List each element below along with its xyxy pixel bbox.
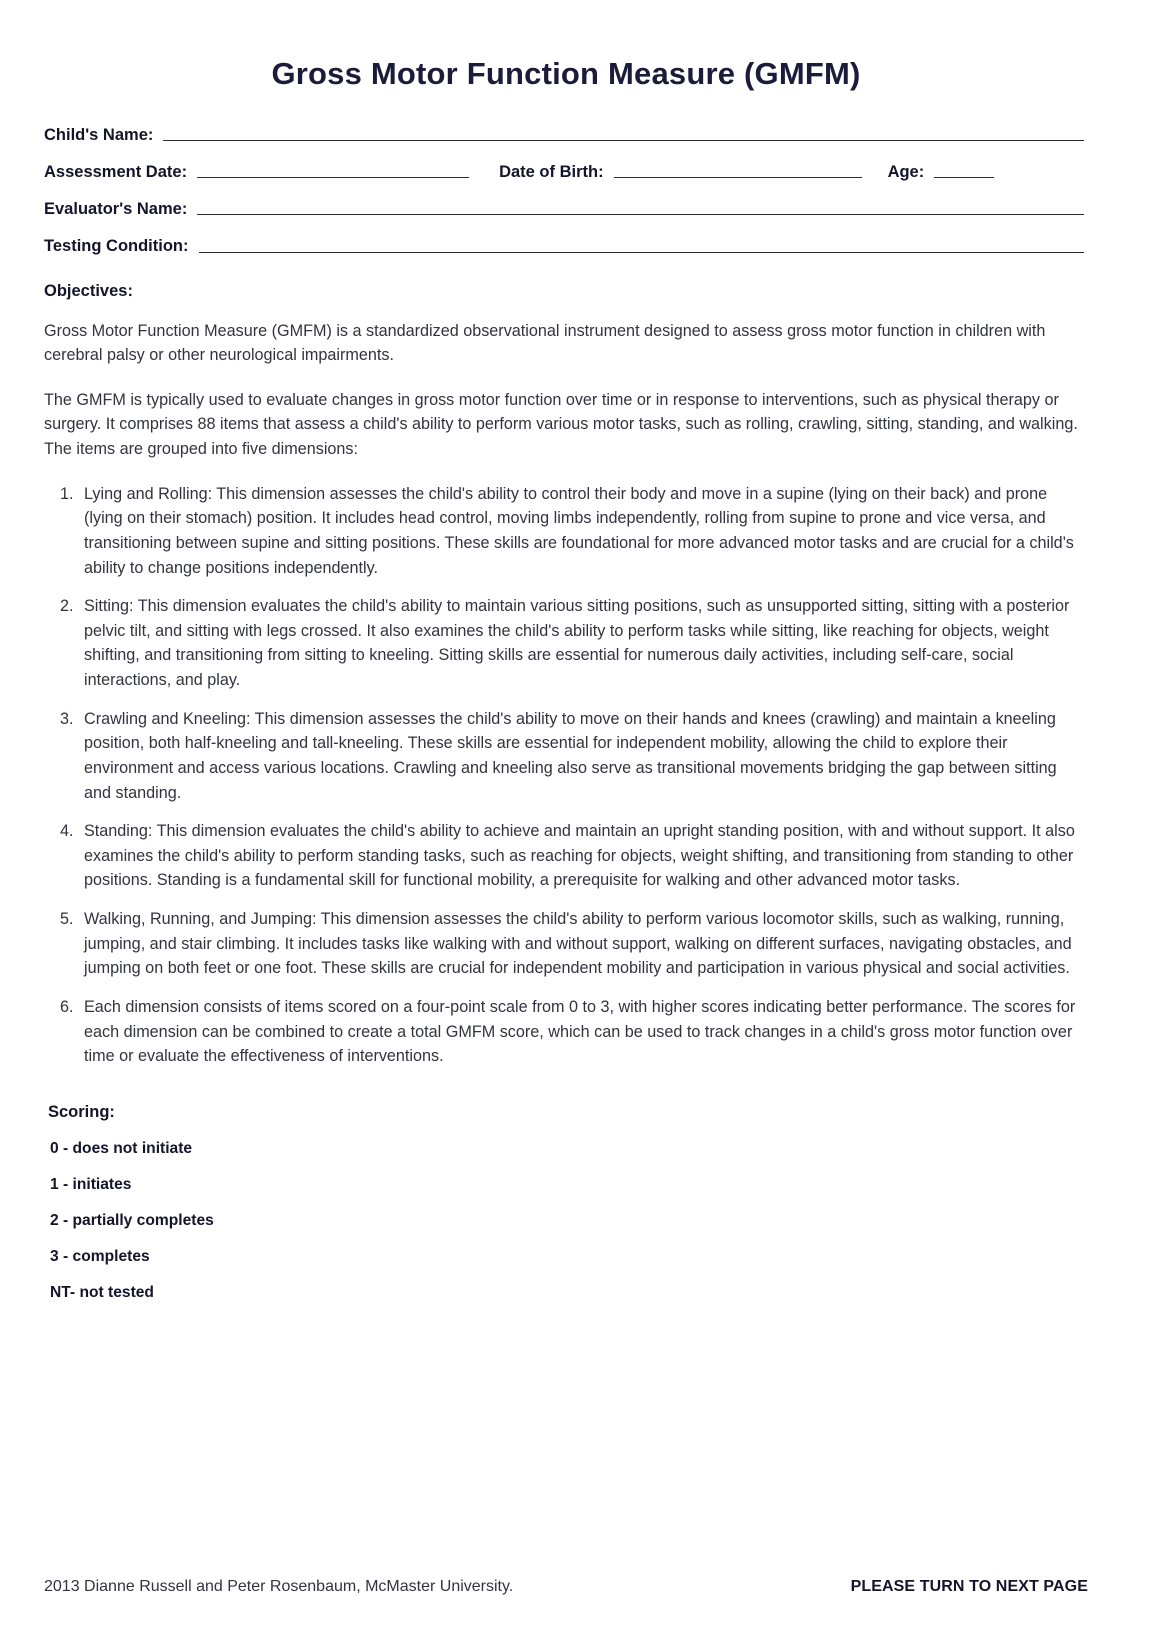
objectives-paragraph-1: Gross Motor Function Measure (GMFM) is a standardized observational instrument designed to assess gross motor function in children with cerebral palsy or other neurological impairments. [44, 321, 1046, 365]
testing-condition-input[interactable] [199, 251, 1085, 253]
page-title: Gross Motor Function Measure (GMFM) [271, 56, 861, 91]
copyright-text: 2013 Dianne Russell and Peter Rosenbaum, McMaster University. [44, 1578, 514, 1595]
score-level-3: 3 - completes [50, 1247, 150, 1265]
turn-page-note: PLEASE TURN TO NEXT PAGE [850, 1578, 1088, 1595]
score-level-1: 1 - initiates [50, 1175, 132, 1193]
evaluator-name-input[interactable] [197, 213, 1084, 215]
objectives-paragraph-2: The GMFM is typically used to evaluate changes in gross motor function over time or in response to interventions, such as physical therapy or surgery. It comprises 88 items that assess a child's ability to perform various motor tasks, such as rolling, crawling, sitting, standing, and walking. The items are grouped into five dimensions: [44, 390, 1078, 459]
child-name-label: Child's Name: [44, 126, 154, 144]
evaluator-name-label: Evaluator's Name: [44, 200, 188, 219]
child-name-input[interactable] [163, 139, 1084, 141]
score-level-2: 2 - partially completes [50, 1211, 214, 1229]
list-item: 5. Walking, Running, and Jumping: This dimension assesses the child's ability to perform various locomotor skills, such as walking, running, jumping, and stair climbing. It includes tasks like walking with and without support, walking on different surfaces, navigating obstacles, and jumping on both feet or one foot. These skills are crucial for independent mobility and participation in various physical and social activities. [78, 907, 1088, 981]
page-footer [44, 1578, 1088, 1596]
dimensions-list [44, 482, 1088, 1069]
field-row-evaluator-name [44, 200, 1088, 218]
field-row-child-name [44, 126, 1088, 144]
list-item: 6. Each dimension consists of items scored on a four-point scale from 0 to 3, with higher scores indicating better performance. The scores for each dimension can be combined to create a total GMFM score, which can be used to track changes in a child's gross motor function over time or evaluate the effectiveness of interventions. [78, 995, 1088, 1069]
field-row-testing-condition [44, 237, 1088, 255]
scoring-heading: Scoring: [48, 1102, 115, 1121]
list-item: 3. Crawling and Kneeling: This dimension assesses the child's ability to move on their hands and knees (crawling) and maintain a kneeling position, both half-kneeling and tall-kneeling. These skills are essential for independent mobility, allowing the child to explore their environment and access various locations. Crawling and kneeling also serve as transitional movements bridging the gap between sitting and standing. [78, 707, 1088, 806]
objectives-heading: Objectives: [44, 281, 133, 300]
testing-condition-label: Testing Condition: [44, 237, 189, 256]
age-label: Age: [887, 163, 925, 182]
date-of-birth-label: Date of Birth: [499, 163, 604, 182]
score-level-0: 0 - does not initiate [50, 1139, 193, 1157]
assessment-date-input[interactable] [197, 176, 469, 178]
score-level-nt: NT- not tested [50, 1283, 154, 1301]
assessment-date-label: Assessment Date: [44, 163, 188, 182]
list-item: 4. Standing: This dimension evaluates the child's ability to achieve and maintain an upright standing position, with and without support. It also examines the child's ability to perform standing tasks, such as reaching for objects, weight shifting, and transitioning from standing to other positions. Standing is a fundamental skill for functional mobility, a prerequisite for walking and other advanced motor tasks. [78, 819, 1088, 893]
list-item: 1. Lying and Rolling: This dimension assesses the child's ability to control their body and move in a supine (lying on their back) and prone (lying on their stomach) position. It includes head control, moving limbs independently, rolling from supine to prone and vice versa, and transitioning between supine and sitting positions. These skills are foundational for more advanced motor tasks and are crucial for a child's ability to change positions independently. [78, 482, 1088, 581]
age-input[interactable] [934, 176, 994, 178]
list-item: 2. Sitting: This dimension evaluates the child's ability to maintain various sitting positions, such as unsupported sitting, sitting with a posterior pelvic tilt, and sitting with legs crossed. It also examines the child's ability to perform tasks while sitting, like reaching for objects, weight shifting, and transitioning from sitting to kneeling. Sitting skills are essential for numerous daily activities, including self-care, social interactions, and play. [78, 594, 1088, 693]
date-of-birth-input[interactable] [614, 176, 862, 178]
field-row-assessment-date [44, 163, 1088, 181]
